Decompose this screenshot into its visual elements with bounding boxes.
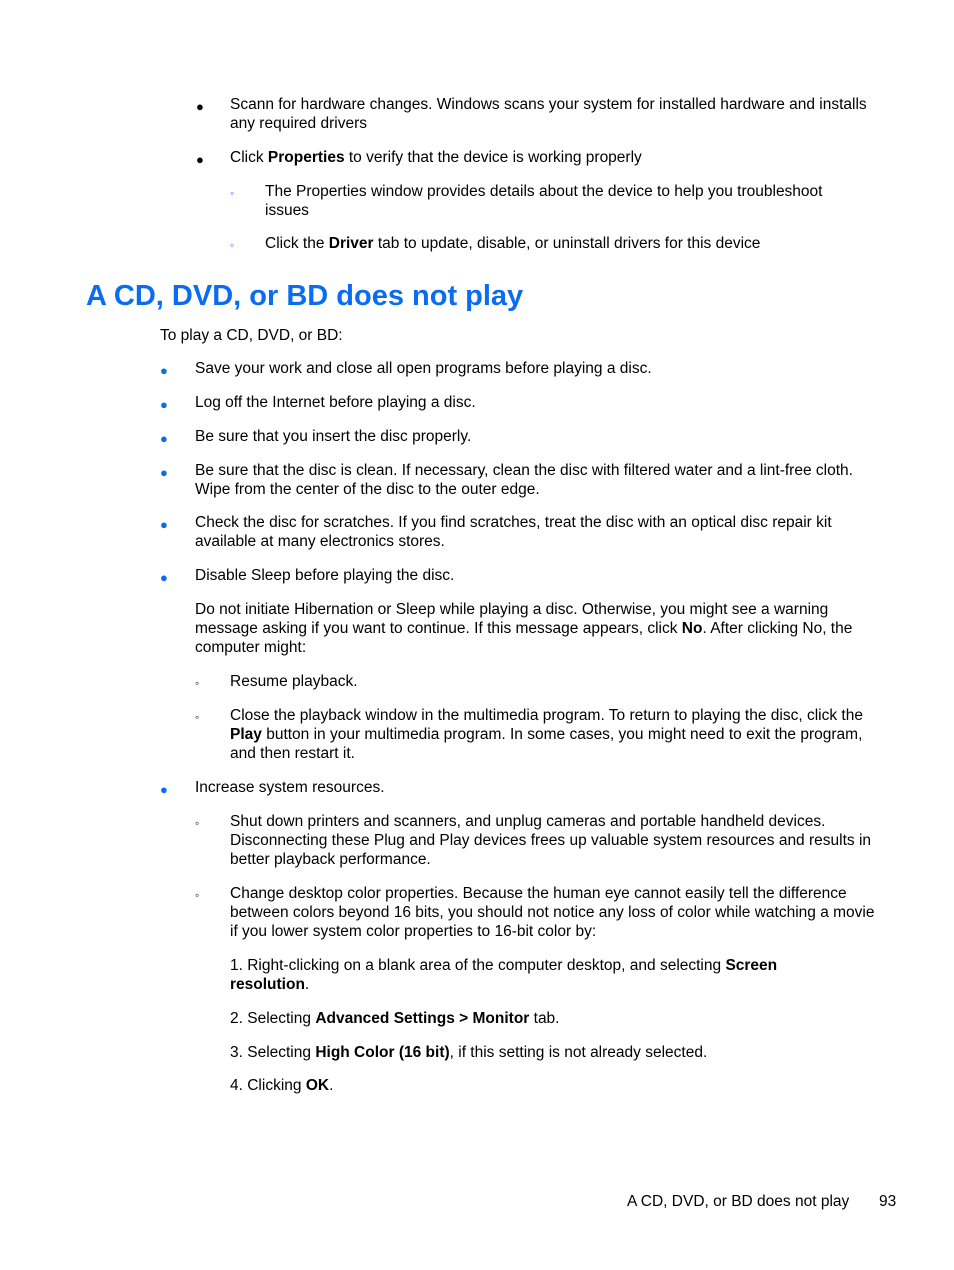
bullet-icon: ●	[160, 517, 168, 532]
sub-item-shut-down: Shut down printers and scanners, and unplug cameras and portable handheld devices. Disconnecting these Plug and Play devices frees up valuable system resources and results in better playback performance.	[230, 813, 872, 868]
footer-title: A CD, DVD, or BD does not play	[627, 1193, 850, 1210]
sub-bullet-icon: ◦	[230, 238, 235, 252]
list-item-properties: Click Properties to verify that the device is working properly	[230, 149, 642, 166]
list-item: Save your work and close all open programs before playing a disc.	[195, 360, 652, 377]
list-item-scan: Scann for hardware changes. Windows scans your system for installed hardware and installs any required drivers	[230, 96, 867, 132]
bullet-icon: ●	[160, 363, 168, 378]
list-item: Disable Sleep before playing the disc.	[195, 567, 455, 584]
section-heading: A CD, DVD, or BD does not play	[86, 280, 524, 312]
sleep-note: Do not initiate Hibernation or Sleep while playing a disc. Otherwise, you might see a warning message asking if you want to continue. If this message appears, click No. After clicking No, the computer might:	[195, 601, 853, 656]
list-item: Be sure that you insert the disc properly.	[195, 428, 472, 445]
sub-item-color-properties: Change desktop color properties. Because the human eye cannot easily tell the difference between colors beyond 16 bits, you should not notice any loss of color while watching a movie if you lower system color properties to 16-bit color by:	[230, 885, 875, 940]
page-number: 93	[879, 1193, 897, 1210]
bullet-icon: ●	[160, 397, 168, 412]
list-item: Be sure that the disc is clean. If necessary, clean the disc with filtered water and a lint-free cloth. Wipe from the center of the disc to the outer edge.	[195, 462, 853, 498]
sub-item-close-playback: Close the playback window in the multimedia program. To return to playing the disc, click the Play button in your multimedia program. In some cases, you might need to exit the program, and then restart it.	[230, 707, 863, 762]
step-1: 1. Right-clicking on a blank area of the computer desktop, and selecting Screen resolution.	[230, 957, 778, 993]
step-4: 4. Clicking OK.	[230, 1077, 334, 1094]
step-3: 3. Selecting High Color (16 bit), if this setting is not already selected.	[230, 1044, 708, 1061]
bullet-icon: ●	[160, 431, 168, 446]
sub-item-resume: Resume playback.	[230, 673, 358, 690]
sub-bullet-icon: ◦	[230, 186, 235, 200]
sub-bullet-icon: ◦	[195, 888, 200, 902]
list-item: Log off the Internet before playing a disc.	[195, 394, 476, 411]
list-item: Increase system resources.	[195, 779, 385, 796]
list-item: Check the disc for scratches. If you find scratches, treat the disc with an optical disc repair kit available at many electronics stores.	[195, 514, 832, 550]
bullet-icon: ●	[160, 782, 168, 797]
sub-bullet-icon: ◦	[195, 816, 200, 830]
sub-item-properties-window: The Properties window provides details about the device to help you troubleshoot issues	[265, 183, 823, 219]
sub-item-driver-tab: Click the Driver tab to update, disable, or uninstall drivers for this device	[265, 235, 761, 252]
sub-bullet-icon: ◦	[195, 676, 200, 690]
sub-bullet-icon: ◦	[195, 710, 200, 724]
bullet-icon: ●	[196, 99, 204, 114]
bullet-icon: ●	[160, 570, 168, 585]
section-intro: To play a CD, DVD, or BD:	[160, 327, 343, 344]
bullet-icon: ●	[160, 465, 168, 480]
step-2: 2. Selecting Advanced Settings > Monitor tab.	[230, 1010, 560, 1027]
bullet-icon: ●	[196, 152, 204, 167]
